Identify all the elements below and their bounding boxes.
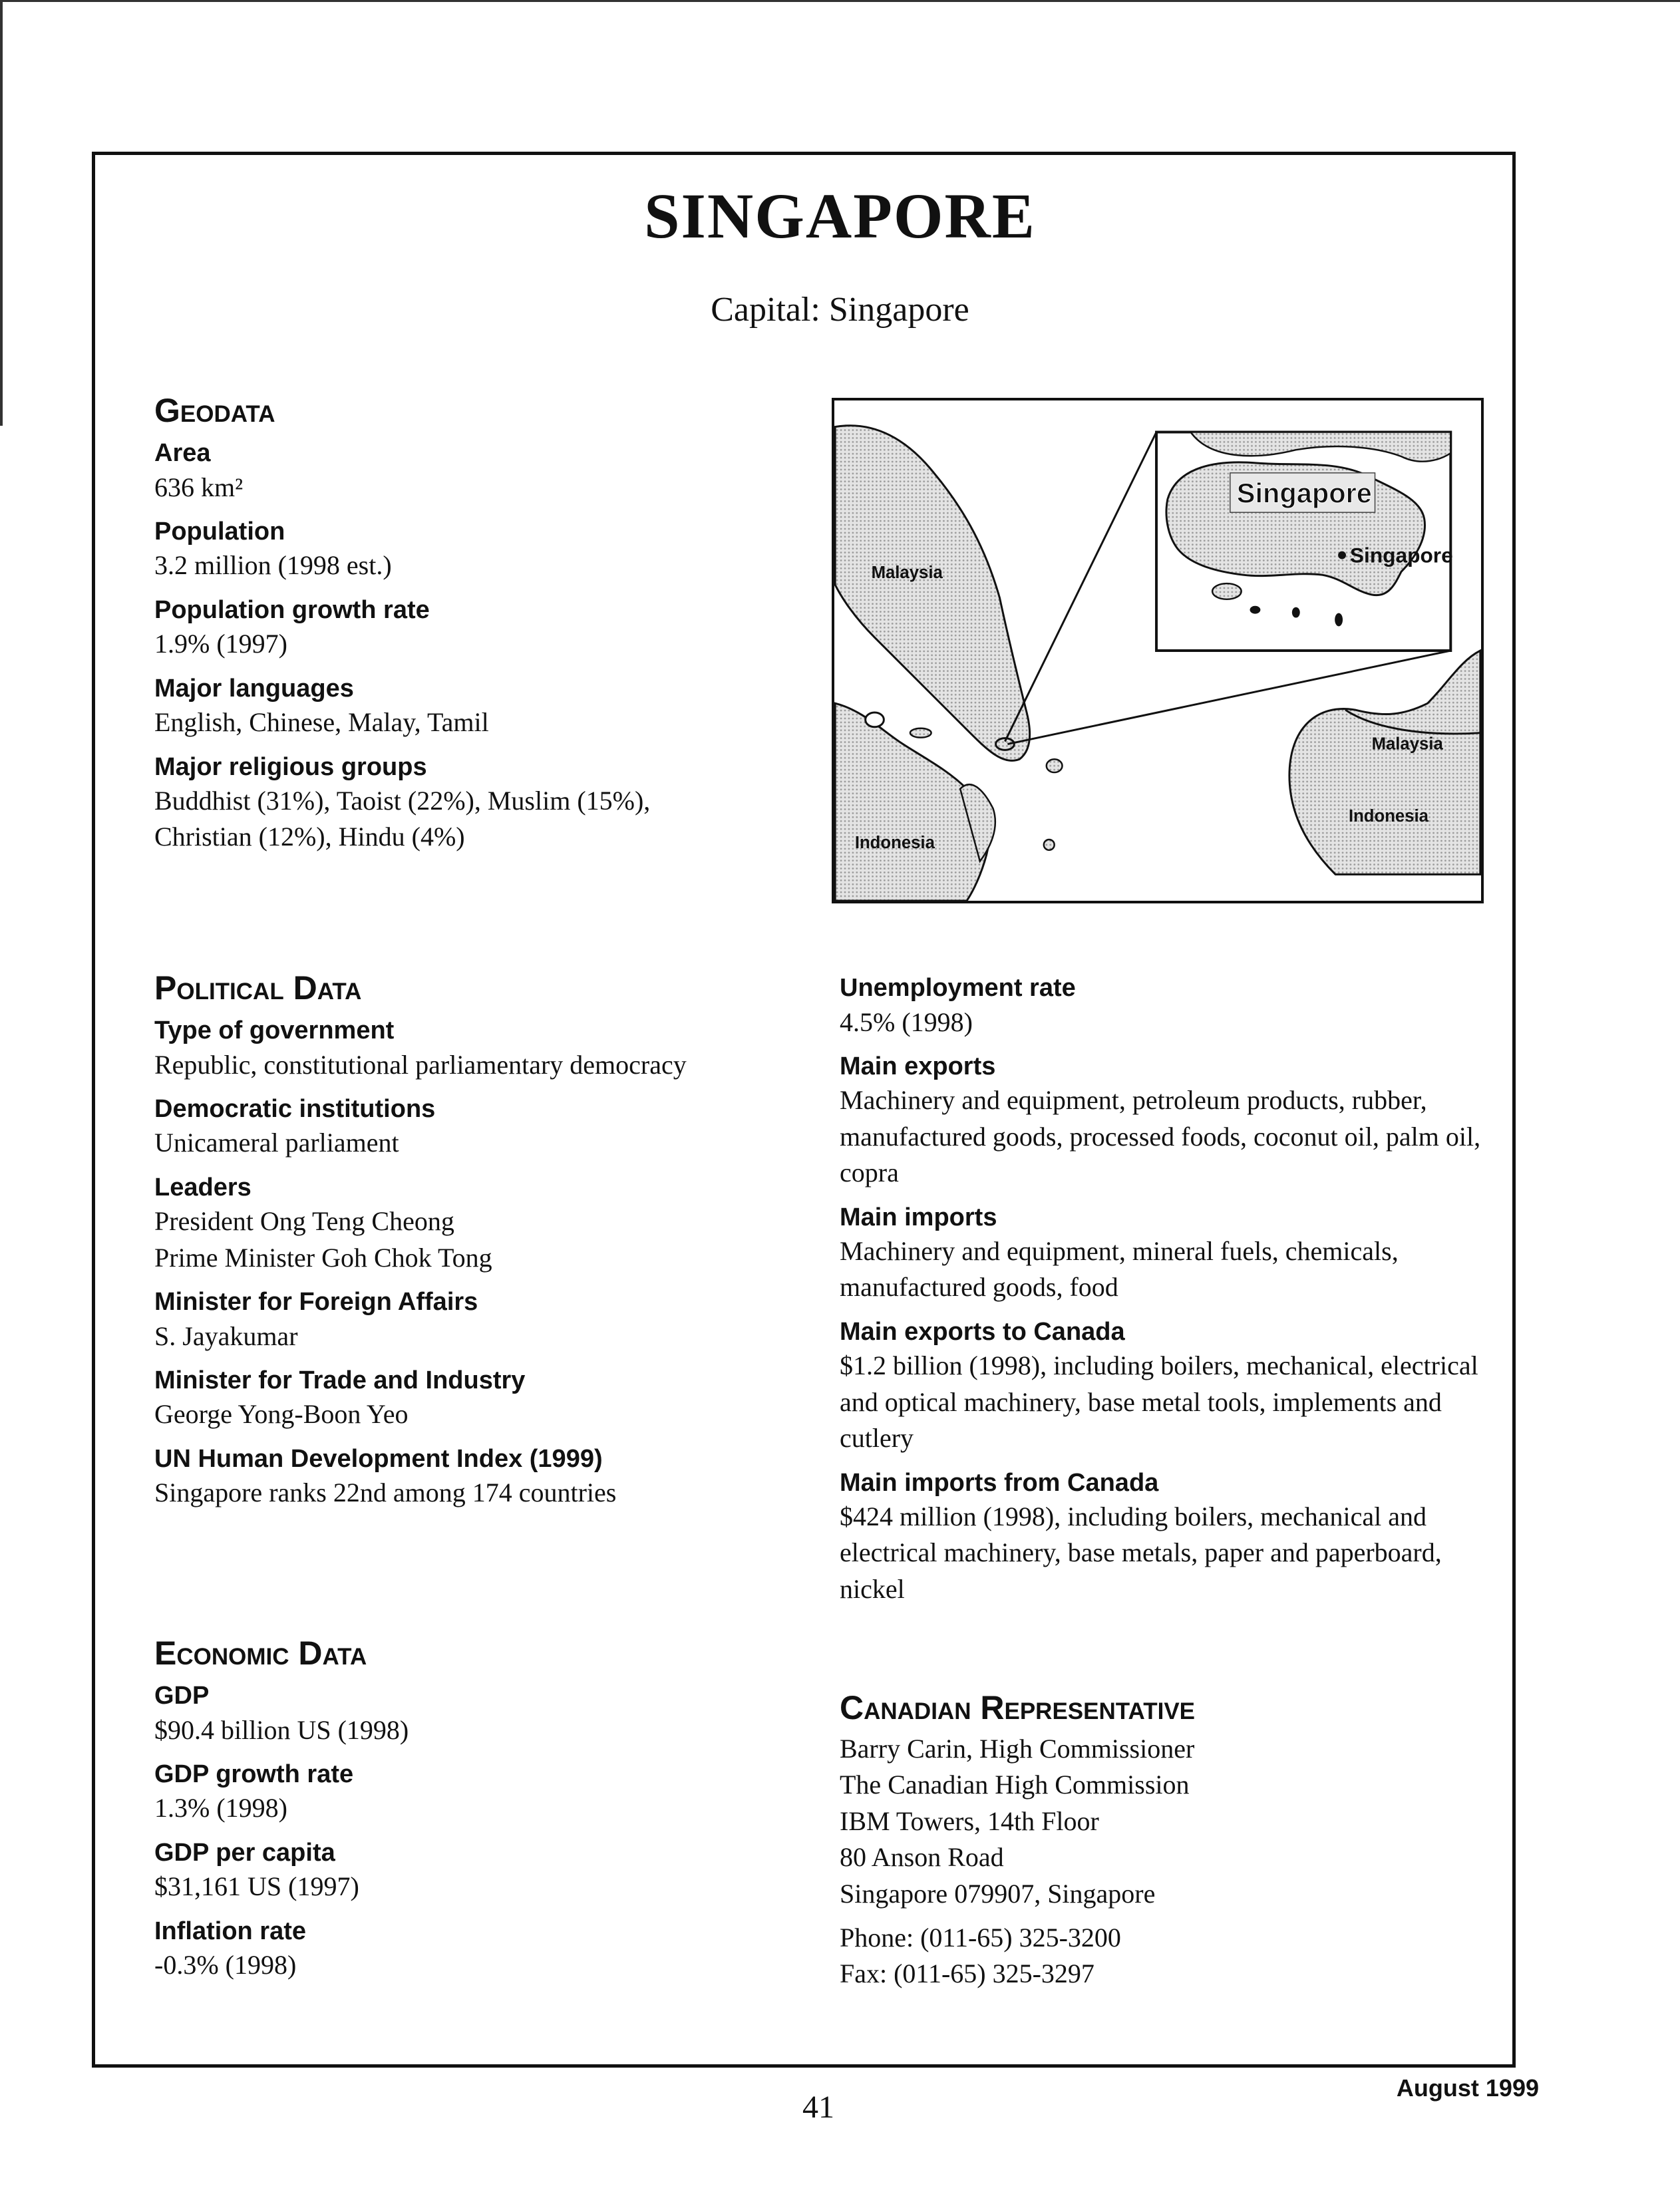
map-graphic — [834, 400, 1481, 901]
page-title: SINGAPORE — [644, 180, 1036, 251]
unemployment-value: 4.5% (1998) — [840, 1007, 973, 1037]
political-heading: Political Data — [154, 969, 362, 1007]
imports-from-canada-value: $424 million (1998), including boilers, mechanical and electrical machinery, base metals, paper and paperboard, nickel — [840, 1501, 1442, 1604]
callout-line-1 — [1005, 432, 1156, 741]
exports-to-canada-label: Main exports to Canada — [840, 1317, 1125, 1346]
peninsula-land — [835, 426, 1030, 761]
unemployment-label: Unemployment rate — [840, 974, 1076, 1002]
rep-street: 80 Anson Road — [840, 1842, 1004, 1873]
geodata-section — [154, 394, 820, 856]
gdp-value: $90.4 billion US (1998) — [154, 1714, 409, 1745]
locator-map — [832, 398, 1484, 903]
imports-from-canada-label: Main imports from Canada — [840, 1468, 1159, 1497]
area-label: Area — [154, 439, 211, 467]
map-label-indonesia: Indonesia — [854, 833, 935, 852]
rep-name: Barry Carin, High Commissioner — [840, 1734, 1195, 1764]
gdp-per-capita-value: $31,161 US (1997) — [154, 1871, 359, 1902]
hdi-label: UN Human Development Index (1999) — [154, 1444, 603, 1473]
borneo-land — [1289, 651, 1480, 874]
rep-city: Singapore 079907, Singapore — [840, 1878, 1156, 1909]
economic-section — [154, 1637, 820, 1984]
foreign-minister-label: Minister for Foreign Affairs — [154, 1288, 478, 1317]
map-label-indonesia-borneo: Indonesia — [1348, 807, 1428, 826]
main-exports-label: Main exports — [840, 1052, 996, 1080]
leaders-prime-minister: Prime Minister Goh Chok Tong — [154, 1242, 492, 1273]
capital-line: Capital: Singapore — [711, 291, 969, 329]
leaders-president: President Ong Teng Cheong — [154, 1206, 454, 1237]
canadian-representative-section — [840, 1691, 1505, 1992]
scan-edge-top — [0, 0, 1680, 2]
map-label-malaysia: Malaysia — [871, 563, 943, 583]
foreign-minister-value: S. Jayakumar — [154, 1321, 298, 1351]
political-section — [154, 971, 820, 1511]
religions-value: Buddhist (31%), Taoist (22%), Muslim (15%), Christian (12%), Hindu (4%) — [154, 786, 651, 852]
trade-minister-value: George Yong-Boon Yeo — [154, 1399, 409, 1430]
main-imports-value: Machinery and equipment, mineral fuels, chemicals, manufactured goods, food — [840, 1236, 1399, 1303]
area-value: 636 km² — [154, 472, 244, 502]
map-label-singapore-title: Singapore — [1236, 477, 1372, 509]
gdp-label: GDP — [154, 1682, 210, 1710]
trade-minister-label: Minister for Trade and Industry — [154, 1366, 526, 1394]
canadian-rep-heading: Canadian Representative — [840, 1689, 1196, 1726]
island-4 — [1044, 840, 1055, 850]
page-number: 41 — [802, 2090, 834, 2125]
economic-heading: Economic Data — [154, 1635, 367, 1672]
inset-island-1 — [1212, 583, 1242, 599]
government-type-value: Republic, constitutional parliamentary democracy — [154, 1049, 687, 1080]
economic-section-continued — [840, 973, 1505, 1607]
geodata-heading: Geodata — [154, 392, 275, 429]
institutions-label: Democratic institutions — [154, 1094, 436, 1123]
capital-marker — [1338, 551, 1346, 559]
rep-fax: Fax: (011-65) 325-3297 — [840, 1959, 1094, 1989]
government-type-label: Type of government — [154, 1017, 395, 1044]
island-2 — [910, 728, 931, 738]
gdp-growth-label: GDP growth rate — [154, 1760, 354, 1788]
map-label-malaysia-borneo: Malaysia — [1371, 734, 1443, 754]
religions-label: Major religious groups — [154, 752, 427, 781]
institutions-value: Unicameral parliament — [154, 1128, 399, 1158]
rep-building: IBM Towers, 14th Floor — [840, 1806, 1099, 1836]
languages-label: Major languages — [154, 674, 354, 703]
inset-island-3 — [1292, 607, 1300, 618]
gdp-per-capita-label: GDP per capita — [154, 1838, 335, 1867]
inset-island-4 — [1335, 613, 1343, 627]
main-imports-label: Main imports — [840, 1203, 997, 1231]
population-value: 3.2 million (1998 est.) — [154, 550, 392, 581]
rep-phone: Phone: (011-65) 325-3200 — [840, 1922, 1121, 1953]
population-growth-value: 1.9% (1997) — [154, 629, 287, 659]
main-exports-value: Machinery and equipment, petroleum products, rubber, manufactured goods, processed foods, coconut oil, palm oil, copra — [840, 1085, 1481, 1188]
exports-to-canada-value: $1.2 billion (1998), including boilers, mechanical, electrical and optical machinery, base metal tools, implements and cutlery — [840, 1350, 1478, 1454]
hdi-value: Singapore ranks 22nd among 174 countries — [154, 1478, 617, 1508]
languages-value: English, Chinese, Malay, Tamil — [154, 707, 489, 738]
map-label-singapore-city: Singapore — [1349, 543, 1453, 567]
island-1 — [866, 712, 884, 727]
island-3 — [1047, 759, 1063, 772]
rep-office: The Canadian High Commission — [840, 1770, 1190, 1800]
inflation-value: -0.3% (1998) — [154, 1950, 297, 1980]
inflation-label: Inflation rate — [154, 1917, 307, 1945]
publication-date: August 1999 — [1396, 2074, 1539, 2102]
population-label: Population — [154, 517, 285, 546]
population-growth-label: Population growth rate — [154, 595, 430, 624]
inset-island-2 — [1250, 606, 1261, 614]
gdp-growth-value: 1.3% (1998) — [154, 1793, 287, 1823]
leaders-label: Leaders — [154, 1173, 252, 1201]
